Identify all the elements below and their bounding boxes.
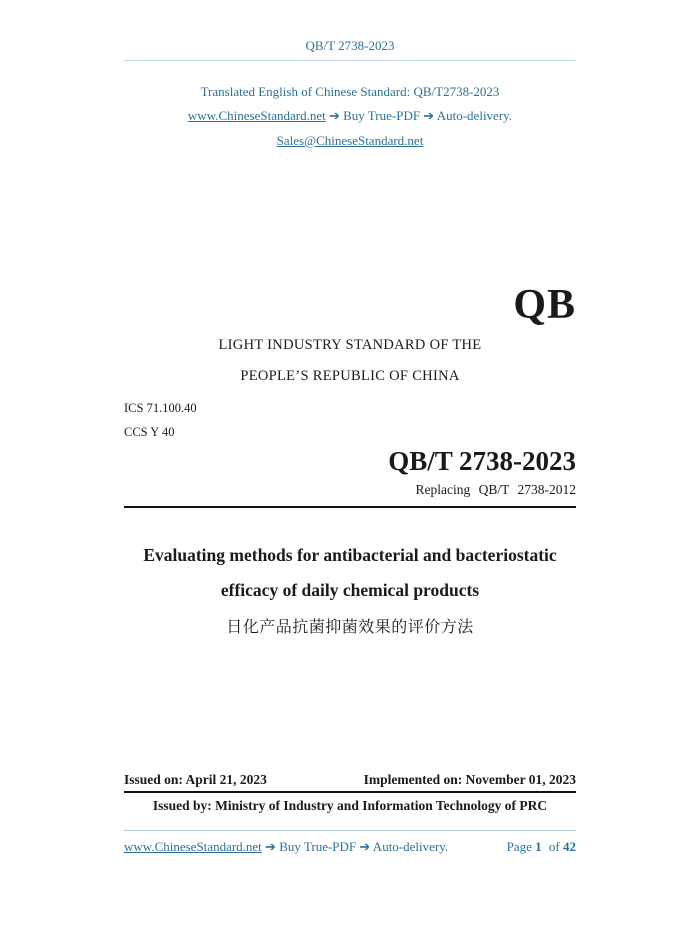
page-of-label: of [548, 839, 560, 855]
page-label: Page [506, 839, 532, 855]
header-website-link[interactable]: www.ChineseStandard.net [187, 108, 326, 124]
header-divider [124, 60, 576, 61]
standard-of-line2: PEOPLE’S REPUBLIC OF CHINA [240, 367, 460, 384]
issued-on-date: Issued on: April 21, 2023 [124, 771, 267, 787]
title-divider [124, 506, 576, 508]
footer-buy-line [124, 839, 448, 855]
dates-row [124, 772, 576, 788]
ccs-code: CCS Y 40 [124, 425, 175, 440]
page-current: 1 [535, 839, 542, 855]
footer-divider [124, 830, 576, 831]
implemented-on-date: Implemented on: November 01, 2023 [363, 771, 576, 787]
dates-divider [124, 791, 576, 793]
sales-email-link[interactable]: Sales@ChineseStandard.net [276, 132, 424, 148]
translated-standard-line: Translated English of Chinese Standard: QB/T2738-2023 [200, 83, 500, 99]
footer-buy-text: ➔ Buy True-PDF ➔ Auto-delivery. [261, 839, 449, 855]
page-total: 42 [563, 839, 576, 855]
header-buy-line [124, 108, 576, 124]
title-english-line2: efficacy of daily chemical products [220, 580, 480, 601]
document-page [0, 38, 700, 944]
footer-website-link[interactable]: www.ChineseStandard.net [124, 839, 262, 855]
issued-by-line: Issued by: Ministry of Industry and Information Technology of PRC [152, 798, 548, 814]
header-buy-text: ➔ Buy True-PDF ➔ Auto-delivery. [325, 108, 513, 124]
title-chinese: 日化产品抗菌抑菌效果的评价方法 [226, 619, 474, 637]
standard-of-line1: LIGHT INDUSTRY STANDARD OF THE [218, 337, 482, 354]
replacing-note: Replacing QB/T 2738-2012 [415, 481, 576, 497]
standard-number: QB/T 2738-2023 [388, 446, 576, 477]
page-number [507, 839, 576, 855]
title-english-line1: Evaluating methods for antibacterial and bacteriostatic [143, 545, 557, 566]
header-email-line [124, 133, 576, 149]
footer-row [124, 839, 576, 855]
qb-logo: QB [513, 282, 576, 329]
ics-code: ICS 71.100.40 [124, 401, 197, 416]
header-doc-code: QB/T 2738-2023 [305, 38, 395, 53]
